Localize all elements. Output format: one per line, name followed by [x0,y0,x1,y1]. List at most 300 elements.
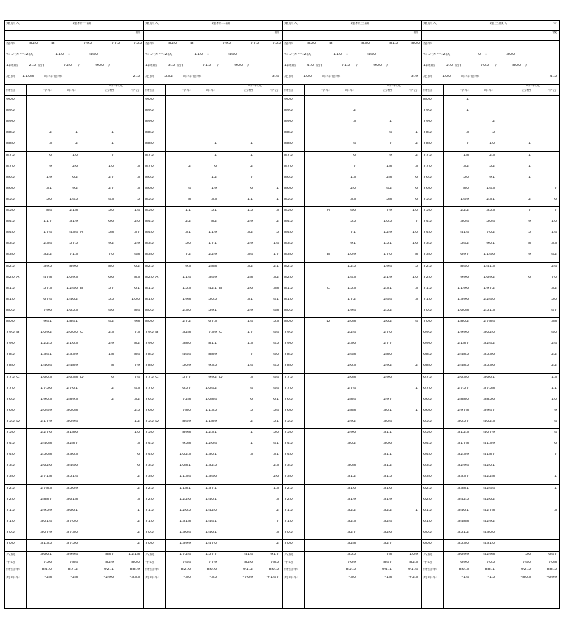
count-value: 3661 [483,375,495,380]
count-value: 13 [350,175,356,180]
count-value: 71 [350,231,356,236]
footer-value: 56 [525,553,531,558]
count-value: 1441 [205,519,217,524]
last-year-ratio-label: 昨年倍率 [461,75,480,79]
center-score: 110 [55,53,64,57]
first-stage-cutoff: 715 [202,64,211,68]
count-value: 28 [247,275,253,280]
count-value: 780 [182,408,191,413]
score-value: 780 [423,142,432,147]
score-value: 815 [284,286,293,291]
count-value: 1231 [205,431,217,435]
term-label: 後 [552,31,557,35]
count-value: 119 [208,231,217,236]
count-value: 444 [182,353,191,358]
base-value: B [329,42,333,46]
last-year-header: 昨年 [483,89,493,93]
footer-value: 779 [208,560,217,565]
count-value: 3536 [483,364,495,369]
count-value: 1 [250,153,253,158]
count-value: 1226 [179,497,191,502]
count-value: 1653 [66,308,78,313]
count-value: 3363 [66,453,78,458]
count-value: 2630 [457,375,469,380]
count-value: 9 [528,220,531,225]
last-year-ratio-label: 昨年倍率 [183,75,202,79]
count-value: 153 [182,286,191,291]
count-value: 3 [137,497,140,502]
count-value: 6 [528,275,531,280]
count-value: 674 [43,297,52,302]
base-label: 基準 [145,42,155,46]
count-value: 306 [383,442,392,447]
count-value: 327 [347,530,356,535]
count-value: 44 [273,375,279,380]
count-value: 9 [528,253,531,258]
count-value: 1246 [66,286,78,291]
count-value: 172 [347,297,356,302]
score-value: 870 [145,164,154,169]
count-value: 22 [551,353,557,358]
footer-value: +147 [266,575,279,580]
footer-value: 690 [460,560,469,565]
score-value: 720 [284,497,293,502]
count-value: 198 [182,297,191,302]
footer-value: 84.0 [41,568,52,573]
first-stage-close: ) [386,64,388,68]
count-value: 3730 [66,530,78,535]
count-value: 2761 [66,386,78,391]
count-value: 1399 [179,542,191,546]
score-value: 640 [423,453,432,458]
count-value: 889 [208,353,217,358]
score-value: 845 [284,220,293,225]
score-value: 745 [6,442,15,447]
count-value: 478 [43,275,52,280]
score-value: 865 [6,175,15,180]
score-value: 890 [145,120,154,125]
score-value: 810 [145,297,154,302]
count-value: 13 [273,486,279,491]
last-year-ratio-value: 3.4 [271,75,279,79]
footer-label: 人数 [284,553,294,558]
score-value: 790 [284,342,293,347]
count-value: 3461 [457,508,469,513]
count-value: 10 [108,164,114,169]
score-value: 655 [423,419,432,424]
count-value: 1 [528,164,531,169]
count-value: 308 [347,464,356,469]
count-value: 1 [466,109,469,114]
score-value: 885 [145,131,154,136]
capacity-label: 定員 [6,75,16,79]
score-value: 860 [284,186,293,191]
first-stage-label: 1段階 [6,64,19,68]
count-value: 92 [108,242,114,247]
count-value: B [80,286,84,291]
center-colon: : [485,53,487,57]
score-value: 635 [423,464,432,469]
count-value: 66 [108,220,114,225]
score-value: 745 [145,442,154,447]
count-value: 1364 [179,530,191,535]
count-value: 323 [347,519,356,524]
count-value: 2880 [457,397,469,402]
score-value: 885 [6,131,15,136]
count-value: 47 [551,308,557,313]
count-value: 4292 [483,519,495,524]
count-value: 16 [412,242,418,247]
department-name: 理科二類 [211,22,231,26]
score-value: 895 [284,109,293,114]
score-value: 885 [284,131,293,136]
count-value: 315 [383,475,392,480]
count-value: 12 [211,175,217,180]
score-value: 660 [423,408,432,413]
score-value: 880 [145,142,154,147]
count-value: 42 [386,186,392,191]
count-value: 296 [383,375,392,380]
count-value: 3 [415,164,418,169]
center-colon: : [207,53,209,57]
score-value: 750 [145,431,154,435]
count-value: 1084 [205,397,217,402]
score-header: 得点 [423,89,433,93]
count-value: 145 [69,197,78,202]
count-value: 262 [383,320,392,324]
count-value: 2887 [40,497,52,502]
count-value: 2485 [457,353,469,358]
department-name: 理科一類 [72,22,92,26]
count-value: 6 [415,197,418,202]
count-value: 34 [247,253,253,258]
count-value: 1318 [179,519,191,524]
count-value: 3242 [483,342,495,347]
score-value: 775 C [145,375,159,380]
count-value: 50 [551,297,557,302]
score-value: 865 [284,175,293,180]
count-value: 263 [347,364,356,369]
count-value: 114 [182,275,191,280]
count-value: 151 [383,242,392,247]
base-value: 795 [222,42,231,46]
score-value: 725 [6,486,15,491]
count-value: 42 [108,320,114,324]
score-value: 735 [6,464,15,469]
score-value: 720 [145,497,154,502]
count-value: 2 [75,142,78,147]
footer-value: 4298 [483,553,495,558]
footer-value: -18 [384,575,392,580]
count-value: 1 [111,131,114,136]
count-value: 1 [137,508,140,513]
first-stage-slash: / [78,64,80,68]
count-value: 1134 [179,475,191,480]
count-value: 1 [214,142,217,147]
count-value: 1 [415,386,418,391]
count-value: 3425 [457,497,469,502]
count-value: 301 [383,408,392,413]
score-value: 785 [6,353,15,358]
count-value: 4310 [483,542,495,546]
score-value: 900 [145,98,154,102]
count-value: 6 [111,375,114,380]
pass-header: 合格 [104,89,114,93]
second-score: 440 [228,53,237,57]
count-value: 70 [551,275,557,280]
score-value: 705 [284,530,293,535]
count-value: 8 [111,364,114,369]
score-value: 760 [145,408,154,413]
score-value: 875 [145,153,154,158]
count-value: 10 [551,220,557,225]
footer-value: 1577 [205,553,217,558]
count-value: 32 [551,286,557,291]
count-value: 9 [389,153,392,158]
score-value: 810 [6,297,15,302]
count-value: 42 [551,253,557,258]
base-value: 775 [111,42,120,46]
count-value: 7 [250,353,253,358]
count-value: 98 [134,320,140,324]
score-value: 770 [145,386,154,391]
count-value: 1023 [179,453,191,458]
count-value: 1146 [483,253,495,258]
first-stage-close: ) [247,64,249,68]
count-value: 31 [185,231,191,236]
footer-value: 705 [486,560,495,565]
first-stage-total: 900 [373,64,382,68]
count-value: 17 [247,331,253,336]
score-value: 745 [423,220,432,225]
score-value: 785 [145,353,154,358]
base-label: 基準 [6,42,16,46]
count-value: 229 [208,253,217,258]
footer-label: 対昨年 [284,575,298,580]
score-value: 615 [423,508,432,513]
this-year-header: 今年 [320,89,330,93]
count-value: 248 [347,353,356,358]
score-value: 805 [284,308,293,313]
footer-value: 86.3 [458,568,469,573]
score-value: 820 [284,275,293,280]
count-value: 23 [273,464,279,469]
count-value: C [80,331,84,336]
count-value: 1 [528,175,531,180]
count-value: 1 [75,131,78,136]
score-header: 得点 [145,89,155,93]
count-value: 143 [486,186,495,191]
count-value: 3123 [457,431,469,435]
footer-value: 91.4 [407,568,418,573]
score-value: 820 A [6,275,20,280]
score-value: 710 [423,297,432,302]
count-value: 2 [111,397,114,402]
count-value: 143 [347,275,356,280]
score-value: 755 D [145,419,159,424]
footer-label: 平均 [284,560,294,565]
count-value: 3094 [66,419,78,424]
count-value: 51 [273,419,279,424]
footer-value: 785 [270,560,279,565]
count-value: 2179 [40,419,52,424]
count-value: 4 [353,142,356,147]
count-value: 41 [273,442,279,447]
count-value: 1 [214,153,217,158]
count-value: 31 [247,297,253,302]
score-value: 705 [145,530,154,535]
center-colon: : [346,53,348,57]
count-value: 105 [383,220,392,225]
count-value: 33 [551,242,557,247]
score-value: 730 [6,475,15,480]
score-value: 665 [423,397,432,402]
count-value: 2 [137,475,140,480]
score-value: 850 [284,209,293,213]
count-value: 673 [208,320,217,324]
count-value: 32 [463,164,469,169]
footer-value: 887 [105,553,114,558]
footer-value: 769 [347,560,356,565]
count-value: 1196 [457,286,469,291]
count-value: 349 [208,275,217,280]
score-value: 740 [423,231,432,236]
last-year-header: 昨年 [205,89,215,93]
count-value: 3856 [483,397,495,402]
count-value: 2638 [66,375,78,380]
count-value: 304 [383,419,392,424]
count-value: 38 [551,320,557,324]
first-stage-close: ) [525,64,527,68]
count-value: 91 [350,242,356,247]
center-label: センター:2次 [284,53,312,57]
score-value: 710 [6,519,15,524]
base-value: 830 [361,42,370,46]
count-value: 171 [208,242,217,247]
count-value: 1 [528,153,531,158]
count-value: 2 [276,542,279,546]
score-value: 830 [145,253,154,258]
count-value: 505 [208,297,217,302]
footer-label: 平均 [6,560,16,565]
score-value: 725 [145,486,154,491]
count-value: 222 [460,209,469,213]
count-value: 32 [134,397,140,402]
base-value: 795 [83,42,92,46]
score-value: 715 [423,286,432,291]
this-year-header: 今年 [181,89,191,93]
score-value: 850 [6,209,15,213]
count-value: 37 [134,231,140,236]
count-value: 2757 [457,386,469,391]
count-value: 3512 [457,530,469,535]
first-stage-slash: / [356,64,358,68]
last-year-ratio-value: 4.5 [549,75,557,79]
count-value: 1464 [40,364,52,369]
count-value: 2408 [40,442,52,447]
score-value: 780 [284,364,293,369]
count-value: 1462 [66,297,78,302]
count-value: 14 [247,320,253,324]
count-value: 10 [551,397,557,402]
score-value: 820 A [145,275,159,280]
count-value: 3239 [457,453,469,458]
count-value: 2 [492,120,495,125]
count-value: 244 [383,297,392,302]
score-value: 870 [6,164,15,169]
count-value: 50 [185,242,191,247]
count-value: 1401 [205,497,217,502]
count-value: 13 [247,342,253,347]
score-value: 610 [423,519,432,524]
count-value: 2959 [40,508,52,513]
count-value: D [219,375,223,380]
count-value: 10 [412,231,418,236]
first-stage-total: 900 [95,64,104,68]
count-value: 4 [250,386,253,391]
count-value: 73 [134,331,140,336]
score-value: 720 [6,497,15,502]
count-value: 27 [108,186,114,191]
count-value: 252 [383,308,392,313]
score-value: 695 [423,331,432,336]
count-value: 5 [492,131,495,136]
count-value: 72 [185,253,191,258]
count-value: 3008 [66,408,78,413]
score-value: 800 [145,320,154,324]
last-year-grade-label: 昨年度 [109,84,123,88]
last-year-ratio-label: 昨年倍率 [44,75,63,79]
score-value: 815 [6,286,15,291]
first-stage-cutoff: 715 [341,64,350,68]
footer-value: 829 [105,560,114,565]
count-value: 3 [276,530,279,535]
count-value: 46 [350,209,356,213]
first-stage-unit: 倍( [177,64,184,68]
score-value: 895 [6,109,15,114]
count-value: 1413 [483,264,495,269]
score-value: 855 [6,197,15,202]
first-stage-total: 800 [512,64,521,68]
first-stage-close: ) [108,64,110,68]
score-header: 得点 [6,89,16,93]
footer-value: 847 [383,560,392,565]
count-value: 1264 [205,442,217,447]
count-value: 288 [347,408,356,413]
count-value: 7 [554,186,557,191]
score-value: 600 [423,542,432,546]
count-value: 32 [247,264,253,269]
score-value: 750 [423,209,432,213]
count-value: 591 [208,308,217,313]
score-value: 650 [423,431,432,435]
count-value: 13 [551,375,557,380]
footer-value: -30 [348,575,356,580]
last-year-ratio-value: 2.5 [132,75,140,79]
count-value: 434 [69,231,78,236]
score-value: 755 [284,419,293,424]
count-value: 1135 [205,408,217,413]
score-value: 645 [423,442,432,447]
base-label: 基準 [284,42,294,46]
count-value: 2 [276,508,279,513]
this-year-header: 今年 [42,89,52,93]
score-value: 825 [145,264,154,269]
fail-header: 不合 [547,89,557,93]
score-value: 765 [145,397,154,402]
count-value: 657 [182,386,191,391]
count-value: 21 [273,264,279,269]
